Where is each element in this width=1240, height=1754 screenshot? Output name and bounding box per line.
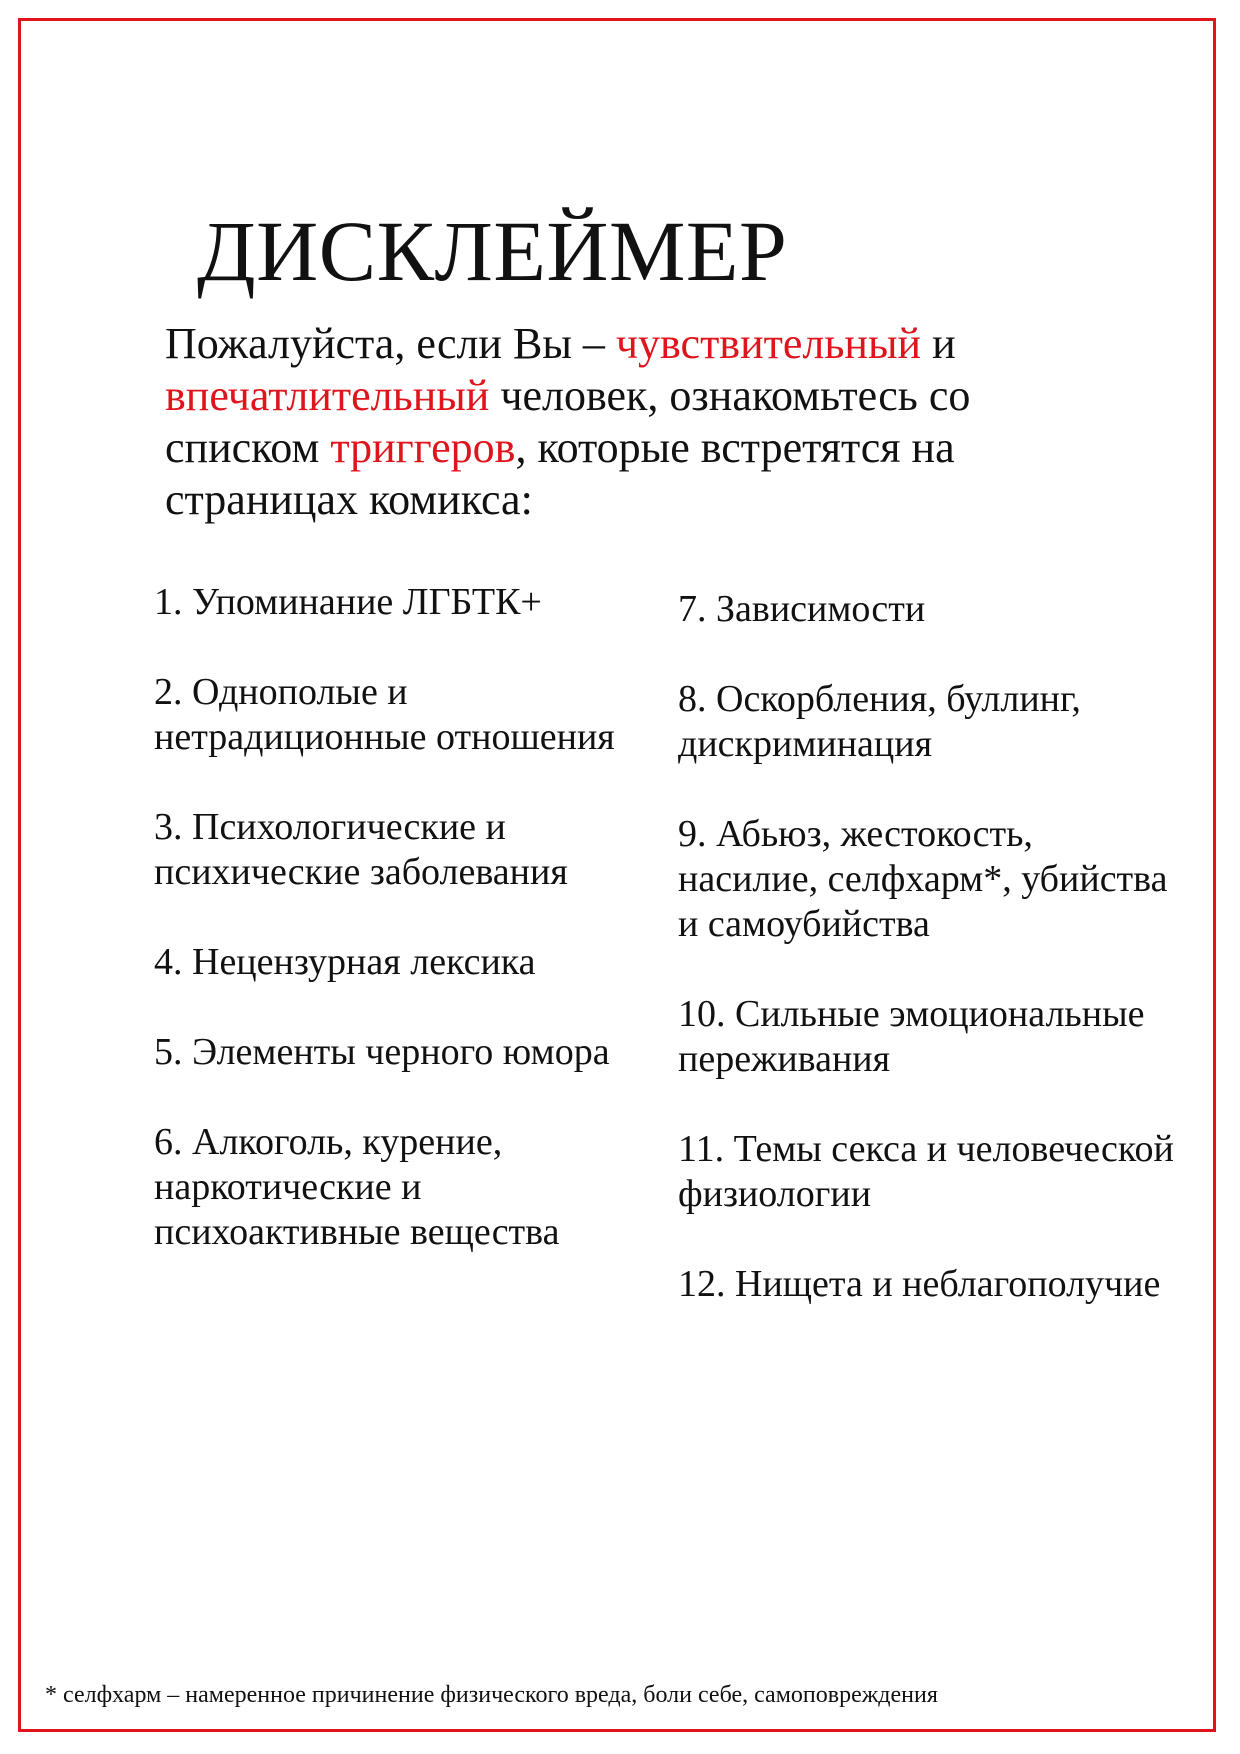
trigger-item-8: 8. Оскорбления, буллинг, дискриминация	[678, 678, 1081, 765]
trigger-item-12: 12. Нищета и неблагополучие	[678, 1263, 1161, 1305]
trigger-item-6: 6. Алкоголь, курение, наркотические и психоактивные вещества	[154, 1121, 560, 1253]
trigger-item-4: 4. Нецензурная лексика	[154, 941, 536, 983]
trigger-item-10: 10. Сильные эмоциональные переживания	[678, 993, 1145, 1080]
trigger-list-right	[678, 587, 1178, 1352]
intro-text-4: , которые встретятся на страницах комикса:	[165, 423, 955, 524]
intro-text-3: человек, ознакомьтесь со списком	[165, 371, 971, 472]
trigger-item-9: 9. Абьюз, жестокость, насилие, селфхарм*, убийства и самоубийства	[678, 813, 1168, 945]
trigger-item-7: 7. Зависимости	[678, 588, 926, 630]
highlight-triggers: триггеров	[330, 423, 516, 472]
intro-text-2: и	[921, 319, 956, 368]
trigger-item-3: 3. Психологические и психические заболевания	[154, 806, 568, 893]
trigger-item-11: 11. Темы секса и человеческой физиологии	[678, 1128, 1174, 1215]
trigger-item-1: 1. Упоминание ЛГБТК+	[154, 581, 542, 623]
intro-paragraph	[165, 318, 1095, 526]
footnote: * селфхарм – намеренное причинение физического вреда, боли себе, самоповреждения	[45, 1682, 938, 1708]
page-title: ДИСКЛЕЙМЕР	[197, 203, 788, 299]
trigger-list-left	[154, 580, 624, 1300]
trigger-item-2: 2. Однополые и нетрадиционные отношения	[154, 671, 615, 758]
intro-text-1: Пожалуйста, если Вы –	[165, 319, 616, 368]
trigger-item-5: 5. Элементы черного юмора	[154, 1031, 610, 1073]
highlight-sensitive: чувствительный	[615, 319, 922, 368]
highlight-impressionable: впечатлительный	[165, 371, 490, 420]
